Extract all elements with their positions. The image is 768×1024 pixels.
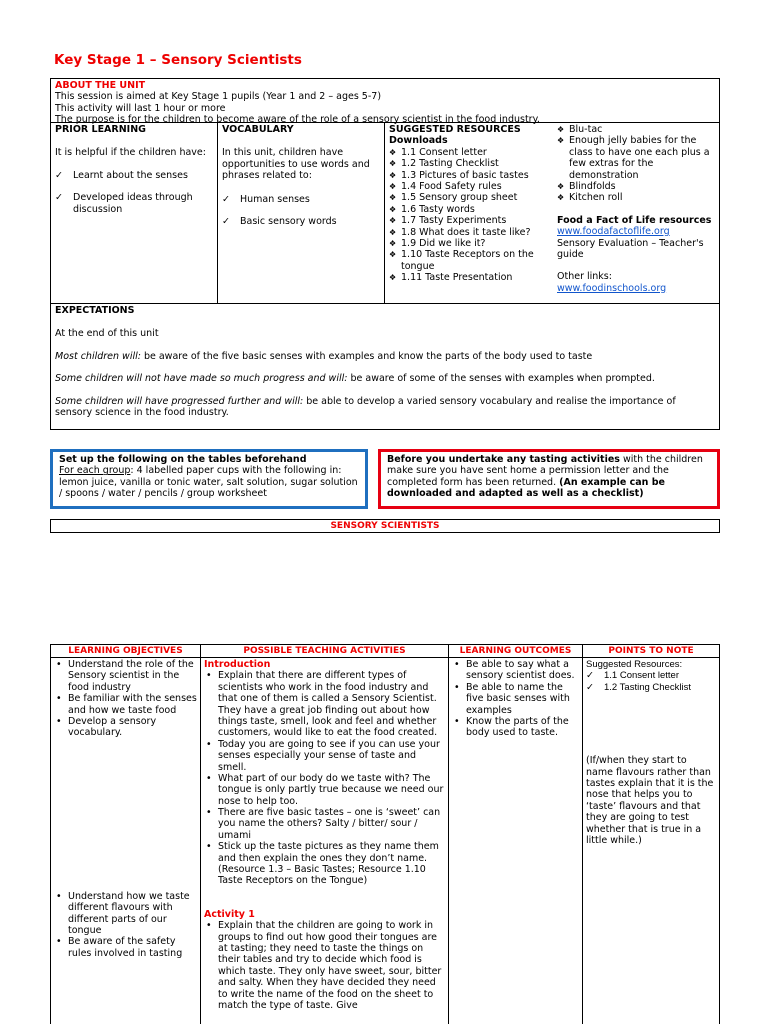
download-link: ❖ 1.1 Consent letter [389,147,557,158]
suggested-resources-cell [385,123,719,303]
vocabulary-item: ✓ Human senses [222,194,380,205]
header-learning-outcomes: LEARNING OUTCOMES [449,645,583,657]
info-row [51,123,719,304]
warning-note: (An example can be downloaded and adapted as well as a checklist) [387,476,665,500]
expectations-heading: EXPECTATIONS [55,305,135,316]
points-resource-item: ✓ 1.2 Tasting Checklist [586,682,716,693]
expectations-cell [51,304,719,419]
expectation-further [55,396,715,419]
objectives-cell [51,658,201,1024]
about-heading: ABOUT THE UNIT [55,80,146,91]
about-the-unit [51,79,719,126]
permission-warning-box [378,449,720,509]
vocabulary-intro: In this unit, children have opportunities to use words and phrases related to: [222,147,370,182]
points-resources-list [586,670,716,693]
header-teaching-activities: POSSIBLE TEACHING ACTIVITIES [201,645,449,657]
about-line: This activity will last 1 hour or more [55,102,226,114]
about-line: The purpose is for the children to become aware of the role of a sensory scientist in the food industry. [55,114,540,126]
extras-column [557,124,715,302]
objective-item: • Understand how we taste different flavours with different parts of our tongue [54,891,197,937]
download-link: ❖ 1.4 Food Safety rules [389,181,557,192]
activity-item: • Today you are going to see if you can use your senses especially your sense of taste and smell. [204,739,445,773]
resources-heading: SUGGESTED RESOURCES [389,124,521,135]
activity-1-heading: Activity 1 [204,908,255,920]
points-resources-label: Suggested Resources: [586,659,683,670]
vocabulary-cell [218,123,385,303]
expectation-most [55,351,715,362]
prior-list [55,170,213,215]
activity-item: • Explain that there are different types of scientists who work in the food industry and that one of them is called a Sensory Scientist. They have a great job finding out about how things taste, smell, look and feel and whether customers, would like to eat the food created. [204,670,445,738]
header-points-to-note: POINTS TO NOTE [608,646,694,656]
expectation-text: be aware of some of the senses with examples when prompted. [347,373,655,385]
unit-overview-table [50,78,720,430]
expectation-label: Some children will have progressed further and will: [55,395,304,407]
extra-item: ❖ Blindfolds [557,181,715,192]
warning-bold: Before you undertake any tasting activities [387,454,620,465]
objective-item: • Be familiar with the senses and how we taste food [54,693,197,716]
download-link: ❖ 1.9 Did we like it? [389,238,557,249]
extras-list [557,124,715,204]
lesson-plan-table [50,644,720,1024]
expectation-label: Most children will: [55,350,141,362]
objective-item: • Understand the role of the Sensory scientist in the food industry [54,659,197,693]
fact-text: Sensory Evaluation – Teacher's guide [557,237,704,260]
prior-item: ✓ Developed ideas through discussion [55,192,213,215]
section-title-bar: SENSORY SCIENTISTS [50,519,720,533]
download-link: ❖ 1.8 What does it taste like? [389,227,557,238]
resource-reference: (Resource 1.3 – Basic Tastes; Resource 1.10 Taste Receptors on the Tongue) [218,864,426,887]
expectation-some [55,373,715,384]
objectives-list [54,891,197,959]
expectation-text: be aware of the five basic senses with examples and know the parts of the body used to taste [140,350,593,362]
header-learning-objectives: LEARNING OBJECTIVES [51,645,201,657]
vocabulary-list [222,194,380,228]
prior-item: ✓ Learnt about the senses [55,170,213,181]
download-link: ❖ 1.6 Tasty words [389,204,557,215]
downloads-heading: Downloads [389,135,448,147]
setup-group-label: For each group [59,465,131,477]
prior-heading: PRIOR LEARNING [55,124,146,135]
setup-box [50,449,368,509]
activity-item: • Stick up the taste pictures as they name them and then explain the ones they don’t name. [204,841,445,864]
extra-item: ❖ Kitchen roll [557,192,715,203]
other-links-label: Other links: [557,271,612,283]
extra-item: ❖ Blu-tac [557,124,715,135]
setup-text [59,465,359,499]
expectation-label: Some children will not have made so much progress and will: [55,373,348,385]
outcome-item: • Be able to say what a sensory scientist does. [452,659,579,682]
warning-text [387,454,711,500]
vocabulary-item: ✓ Basic sensory words [222,216,380,227]
food-in-schools-link[interactable]: www.foodinschools.org [557,282,667,294]
activity-item: • What part of our body do we taste with? The tongue is only partly true because we need our nose to help too. [204,773,445,807]
download-link: ❖ 1.11 Taste Presentation [389,272,557,283]
introduction-heading: Introduction [204,659,271,670]
expectations-intro: At the end of this unit [55,328,159,340]
download-link: ❖ 1.2 Tasting Checklist [389,158,557,169]
objective-item: • Be aware of the safety rules involved in tasting [54,936,197,959]
introduction-list [204,670,445,864]
objective-item: • Develop a sensory vocabulary. [54,716,197,739]
expectation-text: be able to develop a varied sensory vocabulary and realise the importance of sensory science in the food industry. [55,395,676,418]
downloads-column [389,124,557,302]
downloads-list [389,147,557,284]
prior-intro: It is helpful if the children have: [55,147,206,159]
page-title: Key Stage 1 – Sensory Scientists [54,52,302,68]
setup-body: : 4 labelled paper cups with the following in: lemon juice, vanilla or tonic water, salt solution, sugar solution / spoons / water / pencils / group worksheet [59,465,358,500]
activities-cell [201,658,449,1024]
flavour-note: (If/when they start to name flavours rather than tastes explain that it is the nose that helps you to ‘taste’ flavours and that they are going to test whether that is true in a little while.) [586,755,714,846]
outcome-item: • Know the parts of the body used to taste. [452,716,579,739]
vocabulary-heading: VOCABULARY [222,124,294,135]
fact-heading: Food a Fact of Life resources [557,214,712,226]
about-line: This session is aimed at Key Stage 1 pupils (Year 1 and 2 – ages 5-7) [55,91,382,103]
activity-item: • Explain that the children are going to work in groups to find out how good their tongues are at tasting; they need to taste the things on their tables and try to decide which food is which taste. They only have sweet, sour, bitter and salty. When they have decided they need to write the name of the food on the sheet to match the type of taste. Give [204,920,445,1011]
warning-body: with the children make sure you have sent home a permission letter and the completed form has been returned. [387,454,703,488]
activity-item: • There are five basic tastes – one is ‘sweet’ can you name the others? Salty / bitter/ sour / umami [204,807,445,841]
points-to-note-cell [583,658,719,1024]
outcome-item: • Be able to name the five basic senses with examples [452,682,579,716]
activity-1-list [204,920,445,1011]
extra-item: ❖ Enough jelly babies for the class to have one each plus a few extras for the demonstration [557,135,715,181]
objectives-list [54,659,197,739]
outcomes-cell [449,658,583,1024]
food-fact-link[interactable]: www.foodafactoflife.org [557,226,670,238]
download-link: ❖ 1.7 Tasty Experiments [389,215,557,226]
outcomes-list [452,659,579,739]
setup-heading: Set up the following on the tables beforehand [59,454,307,465]
points-resource-item: ✓ 1.1 Consent letter [586,670,716,681]
download-link: ❖ 1.10 Taste Receptors on the tongue [389,249,557,272]
prior-learning-cell [51,123,218,303]
download-link: ❖ 1.5 Sensory group sheet [389,192,557,203]
download-link: ❖ 1.3 Pictures of basic tastes [389,170,557,181]
plan-header-row [51,645,719,658]
plan-body-row [51,658,719,1024]
